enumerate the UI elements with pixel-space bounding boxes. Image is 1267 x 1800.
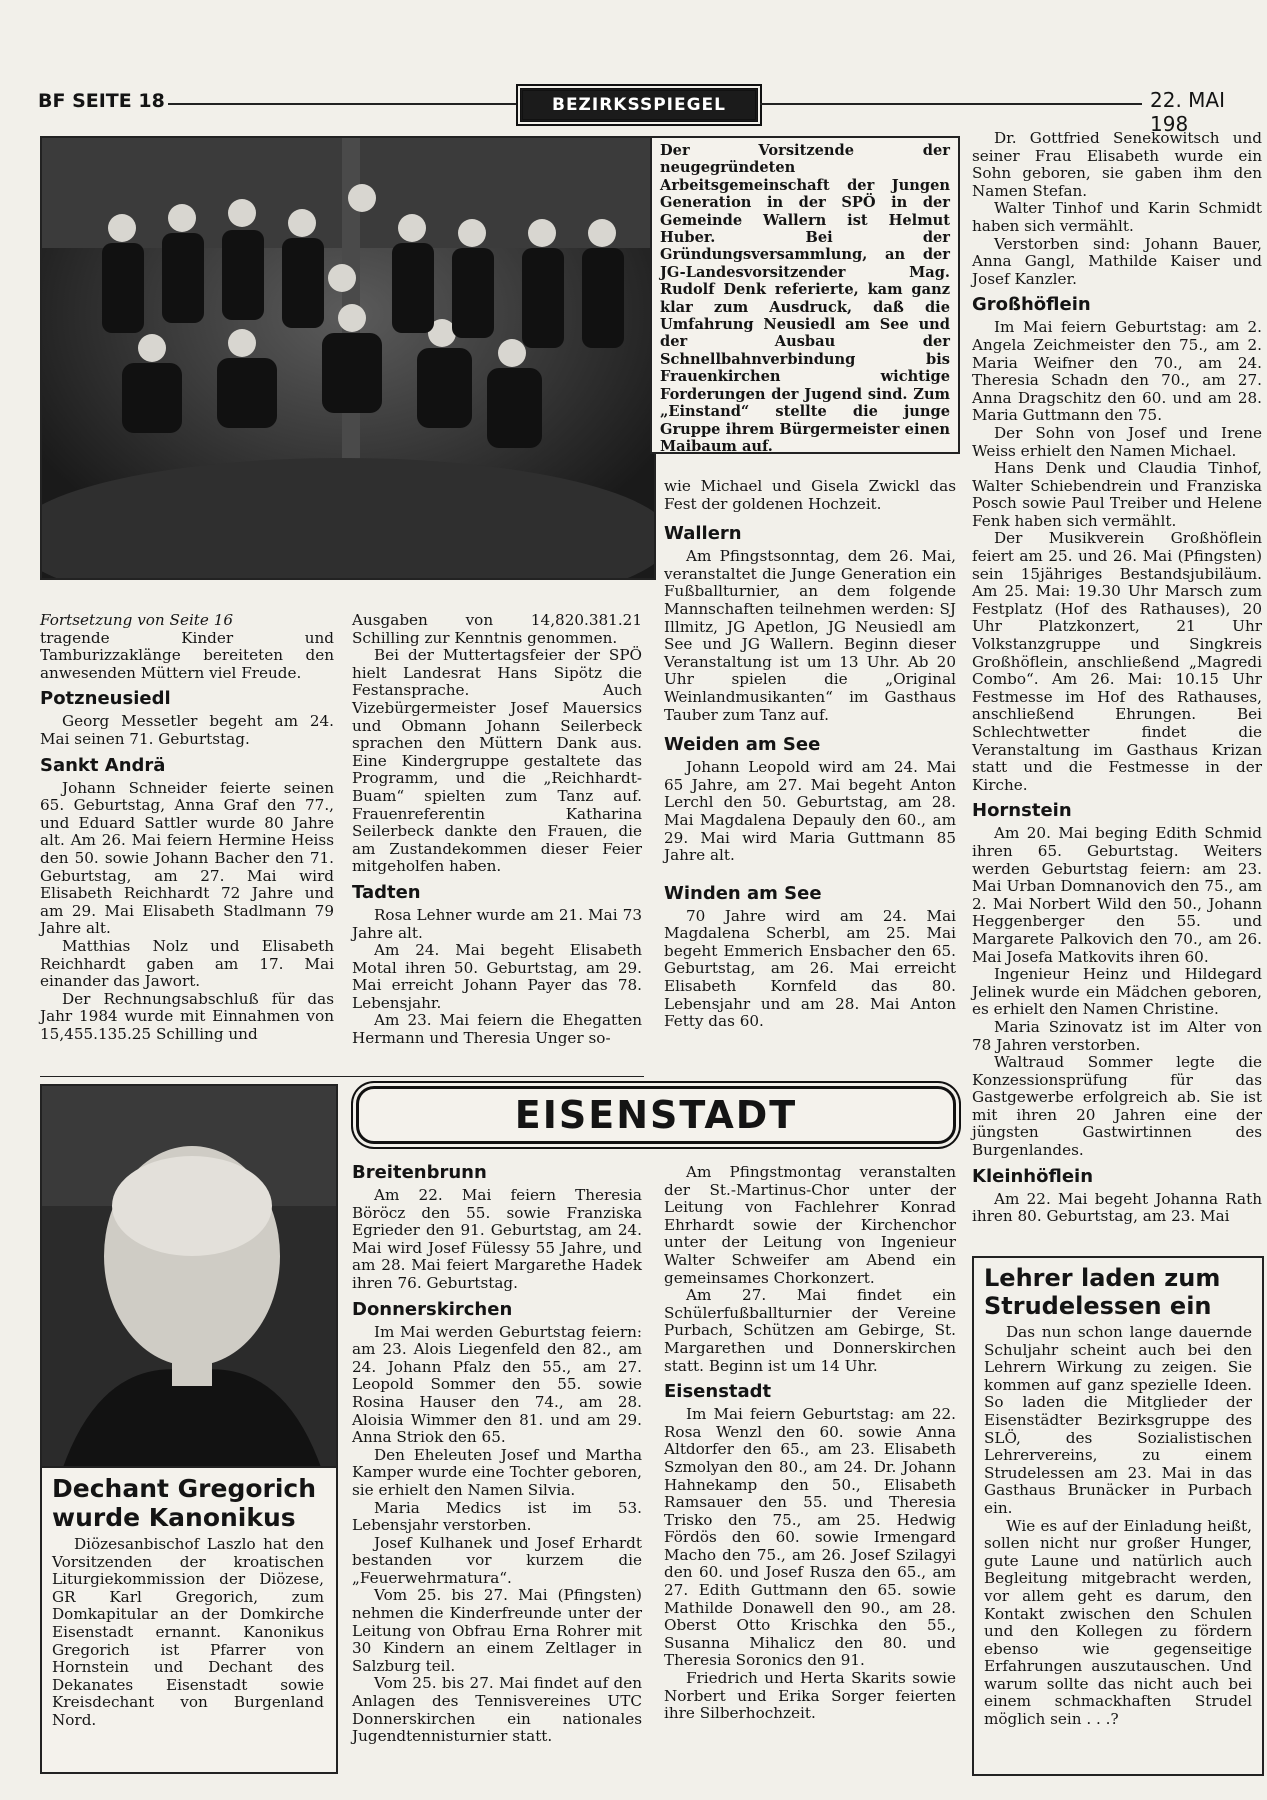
- article-text: Johann Schneider feierte seinen 65. Geburtstag, Anna Graf den 77., und Eduard Sattler wurde 80 Jahre alt. Am 26. Mai feiern Hermine Heiss den 50. sowie Johann Bacher den 71. Geburtstag, am 27. Mai wird Elisabeth Reichhardt 72 Jahre und am 29. Mai Elisabeth Stadlmann 79 Jahre alt.: [40, 778, 334, 938]
- section-heading: Großhöflein: [972, 294, 1091, 316]
- article-text: Bei der Muttertagsfeier der SPÖ hielt Landesrat Hans Sipötz die Festansprache. Auch Vizebürgermeister Josef Mauersics und Obmann Johann Seilerbeck sprachen den Müttern Dank aus. Eine Kindergruppe gestaltete das Programm, und die „Reichhardt-Buam“ spielten zum Tanz auf. Frauenreferentin Katharina Seilerbeck dankte den Frauen, die am Zustandekommen dieser Feier mitgeholfen haben.: [352, 646, 642, 876]
- section-heading: Weiden am See: [664, 734, 821, 756]
- group-photo: [40, 136, 656, 580]
- article-text: tragende Kinder und Tamburizzaklänge bereiteten den anwesenden Müttern viel Freude.: [40, 628, 334, 682]
- article-text: Am 22. Mai feiern Theresia Böröcz den 55. sowie Franziska Egrieder den 91. Geburtstag, am 24. Mai wird Josef Fülessy 55 Jahre, und am 28. Mai feiert Margarethe Hadek ihren 76. Geburtstag.: [352, 1186, 642, 1292]
- banner-title: EISENSTADT: [514, 1093, 798, 1137]
- header-rule-right: [760, 103, 1142, 105]
- divider: [40, 1076, 644, 1077]
- article-text: Ausgaben von 14,820.381.21 Schilling zur Kenntnis genommen.: [352, 611, 642, 647]
- article-text: Im Mai werden Geburtstag feiern: am 23. Alois Liegenfeld den 82., am 24. Johann Pfalz den 55., am 27. Leopold Sommer den 55. sowie Rosina Hauser den 74., am 28. Aloisia Wimmer den 81. und am 29. Anna Striok den 65.: [352, 1322, 642, 1447]
- article-text: Josef Kulhanek und Josef Erhardt bestanden vor kurzem die „Feuerwehrmatura“.: [352, 1533, 642, 1587]
- column-2: [352, 612, 642, 1048]
- article-text: Den Eheleuten Josef und Martha Kamper wurde eine Tochter geboren, sie erhielt den Namen Silvia.: [352, 1445, 642, 1499]
- article-text: Maria Szinovatz ist im Alter von 78 Jahren verstorben.: [972, 1017, 1262, 1054]
- column-3: [664, 478, 956, 1031]
- section-heading: Potzneusiedl: [40, 688, 171, 710]
- page-label: BF SEITE 18: [38, 90, 165, 112]
- section-heading: Tadten: [352, 881, 421, 903]
- article-text: Vom 25. bis 27. Mai findet auf den Anlagen des Tennisvereines UTC Donnerskirchen ein nationales Jugendtennisturnier statt.: [352, 1674, 642, 1746]
- column-4: [972, 130, 1262, 1226]
- section-heading: Eisenstadt: [664, 1381, 772, 1403]
- section-title: BEZIRKSSPIEGEL: [551, 95, 726, 115]
- article-text: wie Michael und Gisela Zwickl das Fest der goldenen Hochzeit.: [664, 477, 956, 513]
- article-text: Maria Medics ist im 53. Lebensjahr verstorben.: [352, 1498, 642, 1535]
- article-text: Dr. Gottfried Senekowitsch und seiner Frau Elisabeth wurde ein Sohn geboren, sie gaben ihm den Namen Stefan.: [972, 129, 1262, 200]
- eisenstadt-column-left: [352, 1162, 642, 1746]
- article-text: Der Musikverein Großhöflein feiert am 25. und 26. Mai (Pfingsten) sein 15jähriges Bestandsjubiläum. Am 25. Mai: 19.30 Uhr Marsch zum Festplatz (Hof des Rathauses), 20 Uhr Platzkonzert, 21 Uhr Volkstanzgruppe und Singkreis Großhöflein, anschließend „Magredi Combo“. Am 26. Mai: 10.15 Uhr Festmesse im Hof des Rathauses, anschließend Ehrungen. Bei Schlechtwetter findet die Veranstaltung im Gasthaus Krizan statt und die Festmesse in der Kirche.: [972, 529, 1262, 794]
- article-text: Am 20. Mai beging Edith Schmid ihren 65. Geburtstag. Weiters werden Geburtstag feiern: am 23. Mai Urban Domnanovich den 75., am 2. Mai Norbert Wild den 50., Johann Heggenberger den 55. und Margarete Palkovich den 70., am 26. Mai Josefa Matkovits ihren 60.: [972, 824, 1262, 966]
- article-text: Verstorben sind: Johann Bauer, Anna Gangl, Mathilde Kaiser und Josef Kanzler.: [972, 234, 1262, 288]
- section-heading: Kleinhöflein: [972, 1165, 1094, 1187]
- section-banner: [520, 88, 758, 122]
- photo-caption: Der Vorsitzende der neugegründeten Arbeitsgemeinschaft der Jungen Generation in der SPÖ in der Gemeinde Wallern ist Helmut Huber. Bei der Gründungsversammlung, an der JG-Landesvorsitzender Mag. Rudolf Denk referierte, kam ganz klar zum Ausdruck, daß die Umfahrung Neusiedl am See und der Ausbau der Schnellbahnverbindung bis Frauenkirchen wichtige Forderungen der Jugend sind. Zum „Einstand“ stellte die junge Gruppe ihrem Bürgermeister einen Maibaum auf.: [650, 136, 960, 454]
- article-text: Friedrich und Herta Skarits sowie Norbert und Erika Sorger feierten ihre Silberhochzeit.: [664, 1669, 956, 1723]
- article-text: Das nun schon lange dauernde Schuljahr scheint auch bei den Lehrern Wirkung zu zeigen. Sie kommen auf ganz spezielle Ideen. So laden die Mitglieder der Eisenstädter Bezirksgruppe des SLÖ, des Sozialistischen Lehrervereins, zu einem Strudelessen am 23. Mai in das Gasthaus Brunäcker in Purbach ein.: [984, 1323, 1252, 1517]
- article-text: Matthias Nolz und Elisabeth Reichhardt gaben am 17. Mai einander das Jawort.: [40, 936, 334, 991]
- article-text: Im Mai feiern Geburtstag: am 2. Angela Zeichmeister den 75., am 2. Maria Weifner den 70., am 24. Theresia Schadn den 70., am 27. Anna Dragschitz den 60. und am 28. Maria Guttmann den 75.: [972, 318, 1262, 425]
- lehrer-box: [972, 1256, 1264, 1776]
- article-text: Am 22. Mai begeht Johanna Rath ihren 80. Geburtstag, am 23. Mai: [972, 1189, 1262, 1226]
- article-text: Am 24. Mai begeht Elisabeth Motal ihren 50. Geburtstag, am 29. Mai erreicht Johann Payer das 78. Lebensjahr.: [352, 941, 642, 1012]
- portrait-image: [42, 1086, 336, 1470]
- group-photo-image: [42, 138, 654, 578]
- box-title: Dechant Gregorich wurde Kanonikus: [52, 1474, 317, 1532]
- article-text: Am 27. Mai findet ein Schülerfußballturnier der Vereine Purbach, Schützen am Gebirge, St. Margarethen und Donnerskirchen statt. Beginn ist um 14 Uhr.: [664, 1286, 956, 1375]
- box-title: Lehrer laden zum Strudelessen ein: [984, 1264, 1221, 1320]
- article-text: Johann Leopold wird am 24. Mai 65 Jahre, am 27. Mai begeht Anton Lerchl den 50. Geburtstag, am 28. Mai Magdalena Depauly den 60., am 29. Mai wird Maria Guttmann 85 Jahre alt.: [664, 758, 956, 865]
- article-text: Wie es auf der Einladung heißt, sollen nicht nur großer Hunger, gute Laune und natürlich auch Begleitung mitgebracht werden, vor allem geht es darum, den Kontakt zwischen den Schulen und den Kollegen zu fördern ebenso wie gegenseitige Erfahrungen auszutauschen. Und warum sollte das nicht auch bei einem schmackhaften Strudel möglich sein . . .?: [984, 1516, 1252, 1729]
- column-1: [40, 612, 334, 1043]
- article-text: Walter Tinhof und Karin Schmidt haben sich vermählt.: [972, 199, 1262, 235]
- header-rule-left: [168, 103, 518, 105]
- article-text: Waltraud Sommer legte die Konzessionsprüfung für das Gastgewerbe erfolgreich ab. Sie ist mit ihren 20 Jahren eine der jüngsten Gastwirtinnen des Burgenlandes.: [972, 1053, 1262, 1160]
- section-heading: Wallern: [664, 523, 742, 545]
- article-text: Diözesanbischof Laszlo hat den Vorsitzenden der kroatischen Liturgiekommission der Diözese, GR Karl Gregorich, zum Domkapitular an der Domkirche Eisenstadt ernannt. Kanonikus Gregorich ist Pfarrer von Hornstein und Dechant des Dekanates Eisenstadt sowie Kreisdechant von Burgenland Nord.: [52, 1535, 324, 1729]
- section-heading: Breitenbrunn: [352, 1162, 487, 1183]
- portrait-photo: [40, 1084, 338, 1470]
- article-text: Hans Denk und Claudia Tinhof, Walter Schiebendrein und Franziska Posch sowie Paul Treiber und Helene Fenk haben sich vermählt.: [972, 459, 1262, 530]
- article-text: Der Sohn von Josef und Irene Weiss erhielt den Namen Michael.: [972, 423, 1262, 460]
- article-text: Am Pfingstmontag veranstalten der St.-Martinus-Chor unter der Leitung von Fachlehrer Konrad Ehrhardt sowie der Kirchenchor unter der Leitung von Ingenieur Walter Schweifer am Abend ein gemeinsames Chorkonzert.: [664, 1163, 956, 1287]
- article-text: Am Pfingstsonntag, dem 26. Mai, veranstaltet die Junge Generation ein Fußballturnier, an dem folgende Mannschaften teilnehmen werden: SJ Illmitz, JG Apetlon, JG Neusiedl am See und JG Wallern. Beginn dieser Veranstaltung ist um 13 Uhr. Ab 20 Uhr spielen die „Original Weinlandmusikanten“ im Gasthaus Tauber zum Tanz auf.: [664, 547, 956, 724]
- section-heading: Hornstein: [972, 800, 1072, 822]
- article-text: Im Mai feiern Geburtstag: am 22. Rosa Wenzl den 60. sowie Anna Altdorfer den 65., am 23. Elisabeth Szmolyan den 80., am 24. Dr. Johann Hahnekamp den 50., Elisabeth Ramsauer den 55. und Theresia Trisko den 75., am 25. Hedwig Fördös den 60. sowie Irmengard Macho den 75., am 26. Josef Szilagyi den 60. und Josef Rusza den 65., am 27. Edith Guttmann den 65. sowie Mathilde Donawell den 90., am 28. Oberst Otto Krischka den 55., Susanna Mihalicz den 80. und Theresia Soronics den 91.: [664, 1405, 956, 1670]
- article-text: Ingenieur Heinz und Hildegard Jelinek wurde ein Mädchen geboren, es erhielt den Namen Christine.: [972, 965, 1262, 1019]
- page-date: 22. MAI 198: [1150, 88, 1225, 136]
- section-heading: Sankt Andrä: [40, 754, 166, 776]
- article-text: 70 Jahre wird am 24. Mai Magdalena Scherbl, am 25. Mai begeht Emmerich Ensbacher den 65. Geburtstag, am 26. Mai erreicht Elisabeth Kornfeld das 80. Lebensjahr und am 28. Mai Anton Fetty das 60.: [664, 906, 956, 1031]
- eisenstadt-banner: [356, 1086, 956, 1144]
- article-text: Am 23. Mai feiern die Ehegatten Hermann und Theresia Unger so-: [352, 1011, 642, 1048]
- article-text: Georg Messetler begeht am 24. Mai seinen 71. Geburtstag.: [40, 712, 334, 748]
- eisenstadt-column-right: [664, 1164, 956, 1723]
- continuation-note: Fortsetzung von Seite 16: [40, 611, 234, 629]
- article-text: Der Rechnungsabschluß für das Jahr 1984 wurde mit Einnahmen von 15,455.135.25 Schilling und: [40, 989, 334, 1043]
- dechant-box: [40, 1466, 338, 1774]
- section-heading: Winden am See: [664, 882, 822, 904]
- section-heading: Donnerskirchen: [352, 1298, 513, 1320]
- article-text: Rosa Lehner wurde am 21. Mai 73 Jahre alt.: [352, 905, 642, 942]
- article-text: Vom 25. bis 27. Mai (Pfingsten) nehmen die Kinderfreunde unter der Leitung von Obfrau Erna Rohrer mit 30 Kindern an einem Zeltlager in Salzburg teil.: [352, 1586, 642, 1675]
